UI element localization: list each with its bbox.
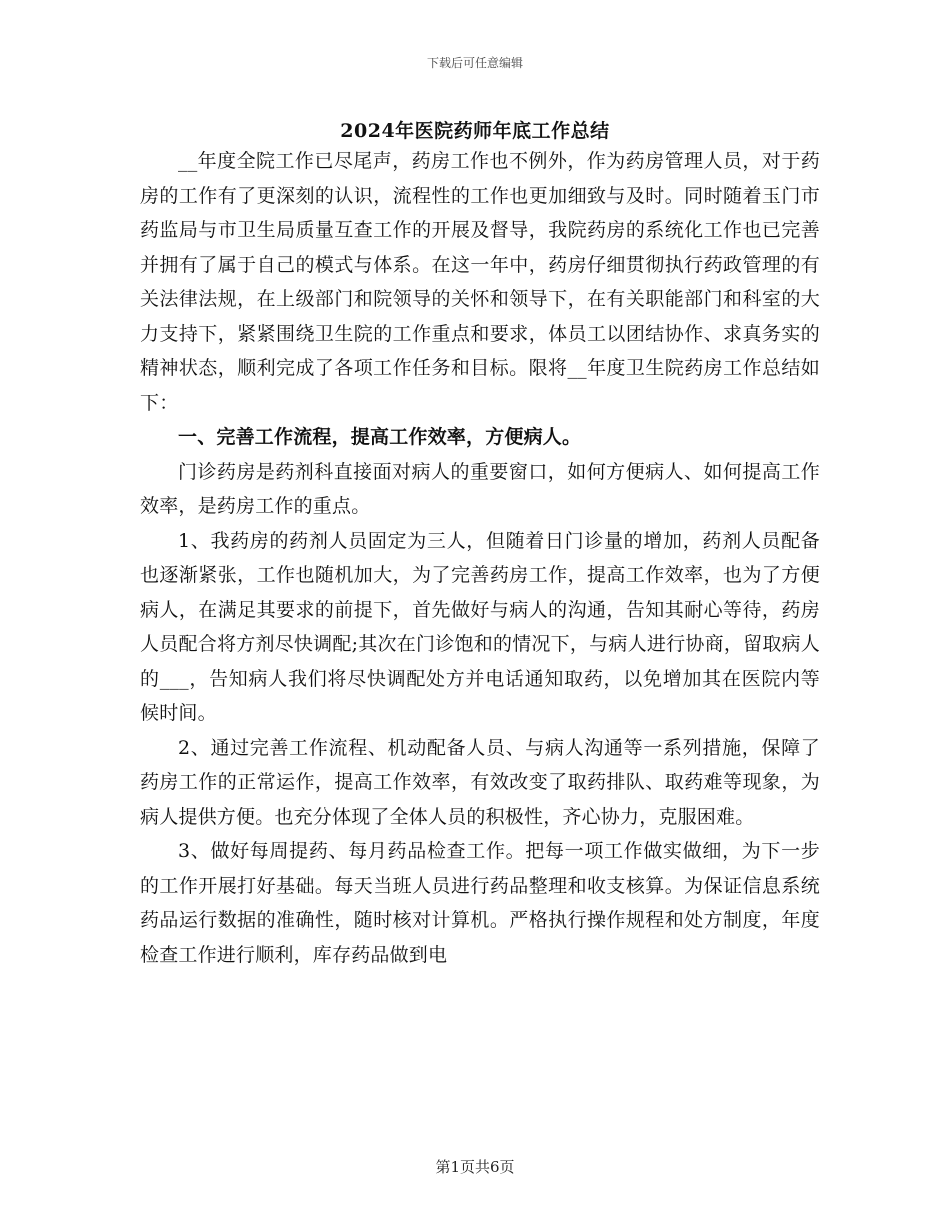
paragraph-outpatient: 门诊药房是药剂科直接面对病人的重要窗口，如何方便病人、如何提高工作效率，是药房工作的重点。 [140,460,820,517]
paragraph-item-1: 1、我药房的药剂人员固定为三人，但随着日门诊量的增加，药剂人员配备也逐渐紧张，工作也随机加大，为了完善药房工作，提高工作效率，也为了方便病人，在满足其要求的前提下，首先做好与病人的沟通，告知其耐心等待，药房人员配合将方剂尽快调配;其次在门诊饱和的情况下，与病人进行协商，留取病人的___，告知病人我们将尽快调配处方并电话通知取药，以免增加其在医院内等候时间。 [140,529,820,724]
document-body [140,144,820,972]
paragraph-item-3: 3、做好每周提药、每月药品检查工作。把每一项工作做实做细，为下一步的工作开展打好基础。每天当班人员进行药品整理和收支核算。为保证信息系统药品运行数据的准确性，随时核对计算机。严格执行操作规程和处方制度，年度检查工作进行顺利，库存药品做到电 [140,840,820,966]
document-title: 2024年医院药师年底工作总结 [340,120,610,142]
page-header-note: 下载后可任意编辑 [426,56,523,70]
page-number: 第1页共6页 [435,1158,515,1176]
section-heading: 一、完善工作流程，提高工作效率，方便病人。 [178,426,582,448]
paragraph-item-2: 2、通过完善工作流程、机动配备人员、与病人沟通等一系列措施，保障了药房工作的正常运作，提高工作效率，有效改变了取药排队、取药难等现象，为病人提供方便。也充分体现了全体人员的积极性，齐心协力，克服困难。 [140,736,820,828]
paragraph-intro: __年度全院工作已尽尾声，药房工作也不例外，作为药房管理人员，对于药房的工作有了更深刻的认识，流程性的工作也更加细致与及时。同时随着玉门市药监局与市卫生局质量互查工作的开展及督导，我院药房的系统化工作也已完善并拥有了属于自己的模式与体系。在这一年中，药房仔细贯彻执行药政管理的有关法律法规，在上级部门和院领导的关怀和领导下，在有关职能部门和科室的大力支持下，紧紧围绕卫生院的工作重点和要求，体员工以团结协作、求真务实的精神状态，顺利完成了各项工作任务和目标。限将__年度卫生院药房工作总结如下： [140,150,820,414]
